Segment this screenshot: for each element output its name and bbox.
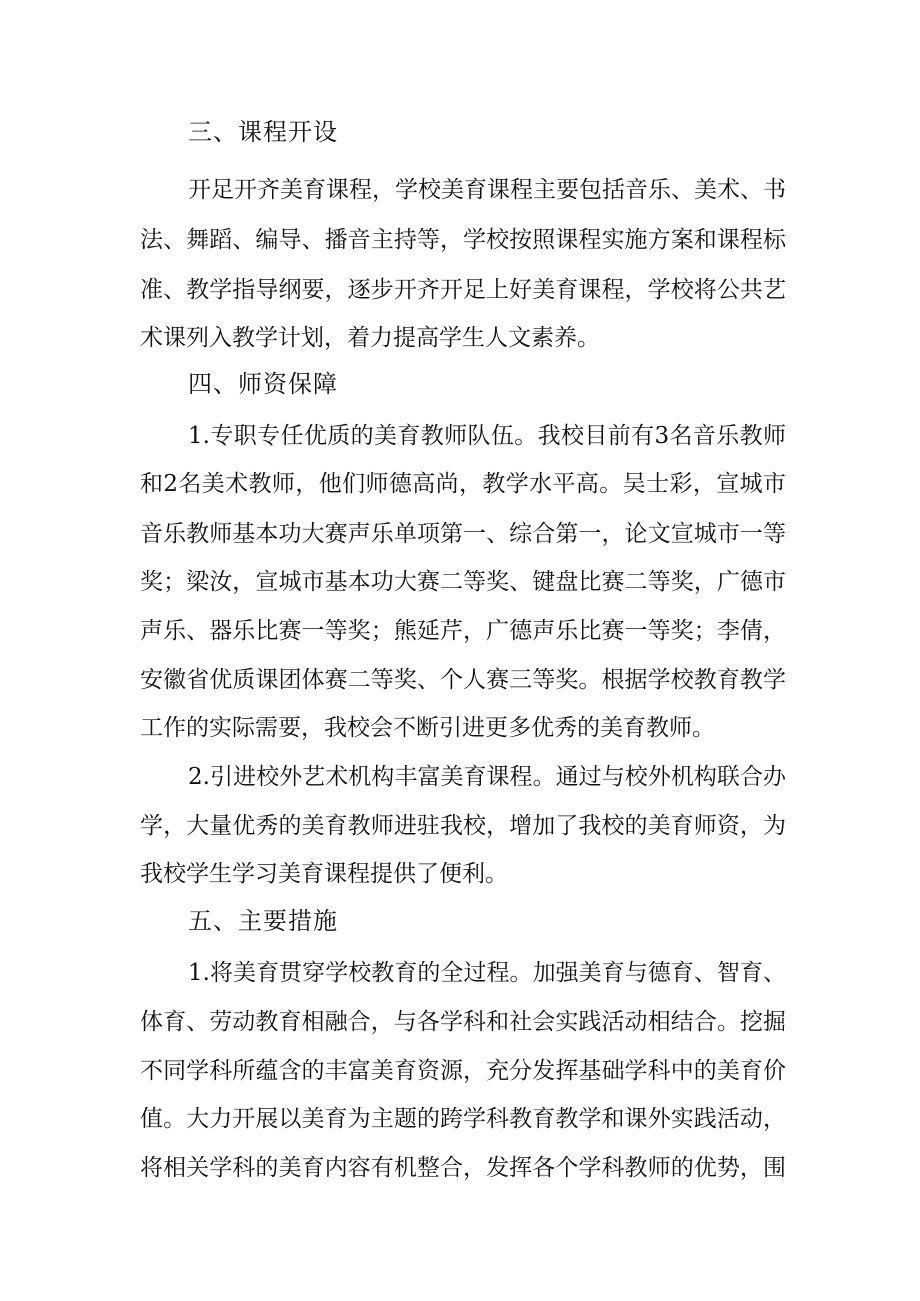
paragraph-line: 声乐、器乐比赛一等奖；熊延芹，广德声乐比赛一等奖；李倩，	[140, 618, 786, 644]
paragraph-line: 1.将美育贯穿学校教育的全过程。加强美育与德育、智育、	[188, 960, 786, 986]
paragraph-line: 将相关学科的美育内容有机整合，发挥各个学科教师的优势，围	[140, 1155, 786, 1181]
paragraph-line: 和2名美术教师，他们师德高尚，教学水平高。吴士彩，宣城市	[140, 471, 786, 497]
paragraph-line: 1.专职专任优质的美育教师队伍。我校目前有3名音乐教师	[188, 423, 786, 449]
paragraph-line: 安徽省优质课团体赛二等奖、个人赛三等奖。根据学校教育教学	[140, 667, 786, 693]
paragraph-line: 学，大量优秀的美育教师进驻我校，增加了我校的美育师资，为	[140, 813, 786, 839]
paragraph-line: 工作的实际需要，我校会不断引进更多优秀的美育教师。	[140, 715, 715, 741]
paragraph-line: 值。大力开展以美育为主题的跨学科教育教学和课外实践活动，	[140, 1106, 786, 1132]
paragraph-line: 奖；梁汝，宣城市基本功大赛二等奖、键盘比赛二等奖，广德市	[140, 569, 786, 595]
paragraph-line: 术课列入教学计划，着力提高学生人文素养。	[140, 325, 600, 351]
paragraph-line: 法、舞蹈、编导、播音主持等，学校按照课程实施方案和课程标	[140, 227, 786, 253]
paragraph-line: 2.引进校外艺术机构丰富美育课程。通过与校外机构联合办	[188, 764, 786, 790]
paragraph-line: 我校学生学习美育课程提供了便利。	[140, 861, 508, 887]
section-heading-main-measures: 五、主要措施	[188, 907, 338, 935]
paragraph-line: 体育、劳动教育相融合，与各学科和社会实践活动相结合。挖掘	[140, 1009, 786, 1035]
paragraph-line: 准、教学指导纲要，逐步开齐开足上好美育课程，学校将公共艺	[140, 277, 786, 303]
paragraph-line: 音乐教师基本功大赛声乐单项第一、综合第一，论文宣城市一等	[140, 521, 786, 547]
section-heading-course-setup: 三、课程开设	[188, 118, 338, 146]
paragraph-line: 开足开齐美育课程，学校美育课程主要包括音乐、美术、书	[188, 177, 786, 203]
section-heading-teacher-support: 四、师资保障	[188, 370, 338, 398]
paragraph-line: 不同学科所蕴含的丰富美育资源，充分发挥基础学科中的美育价	[140, 1058, 786, 1084]
